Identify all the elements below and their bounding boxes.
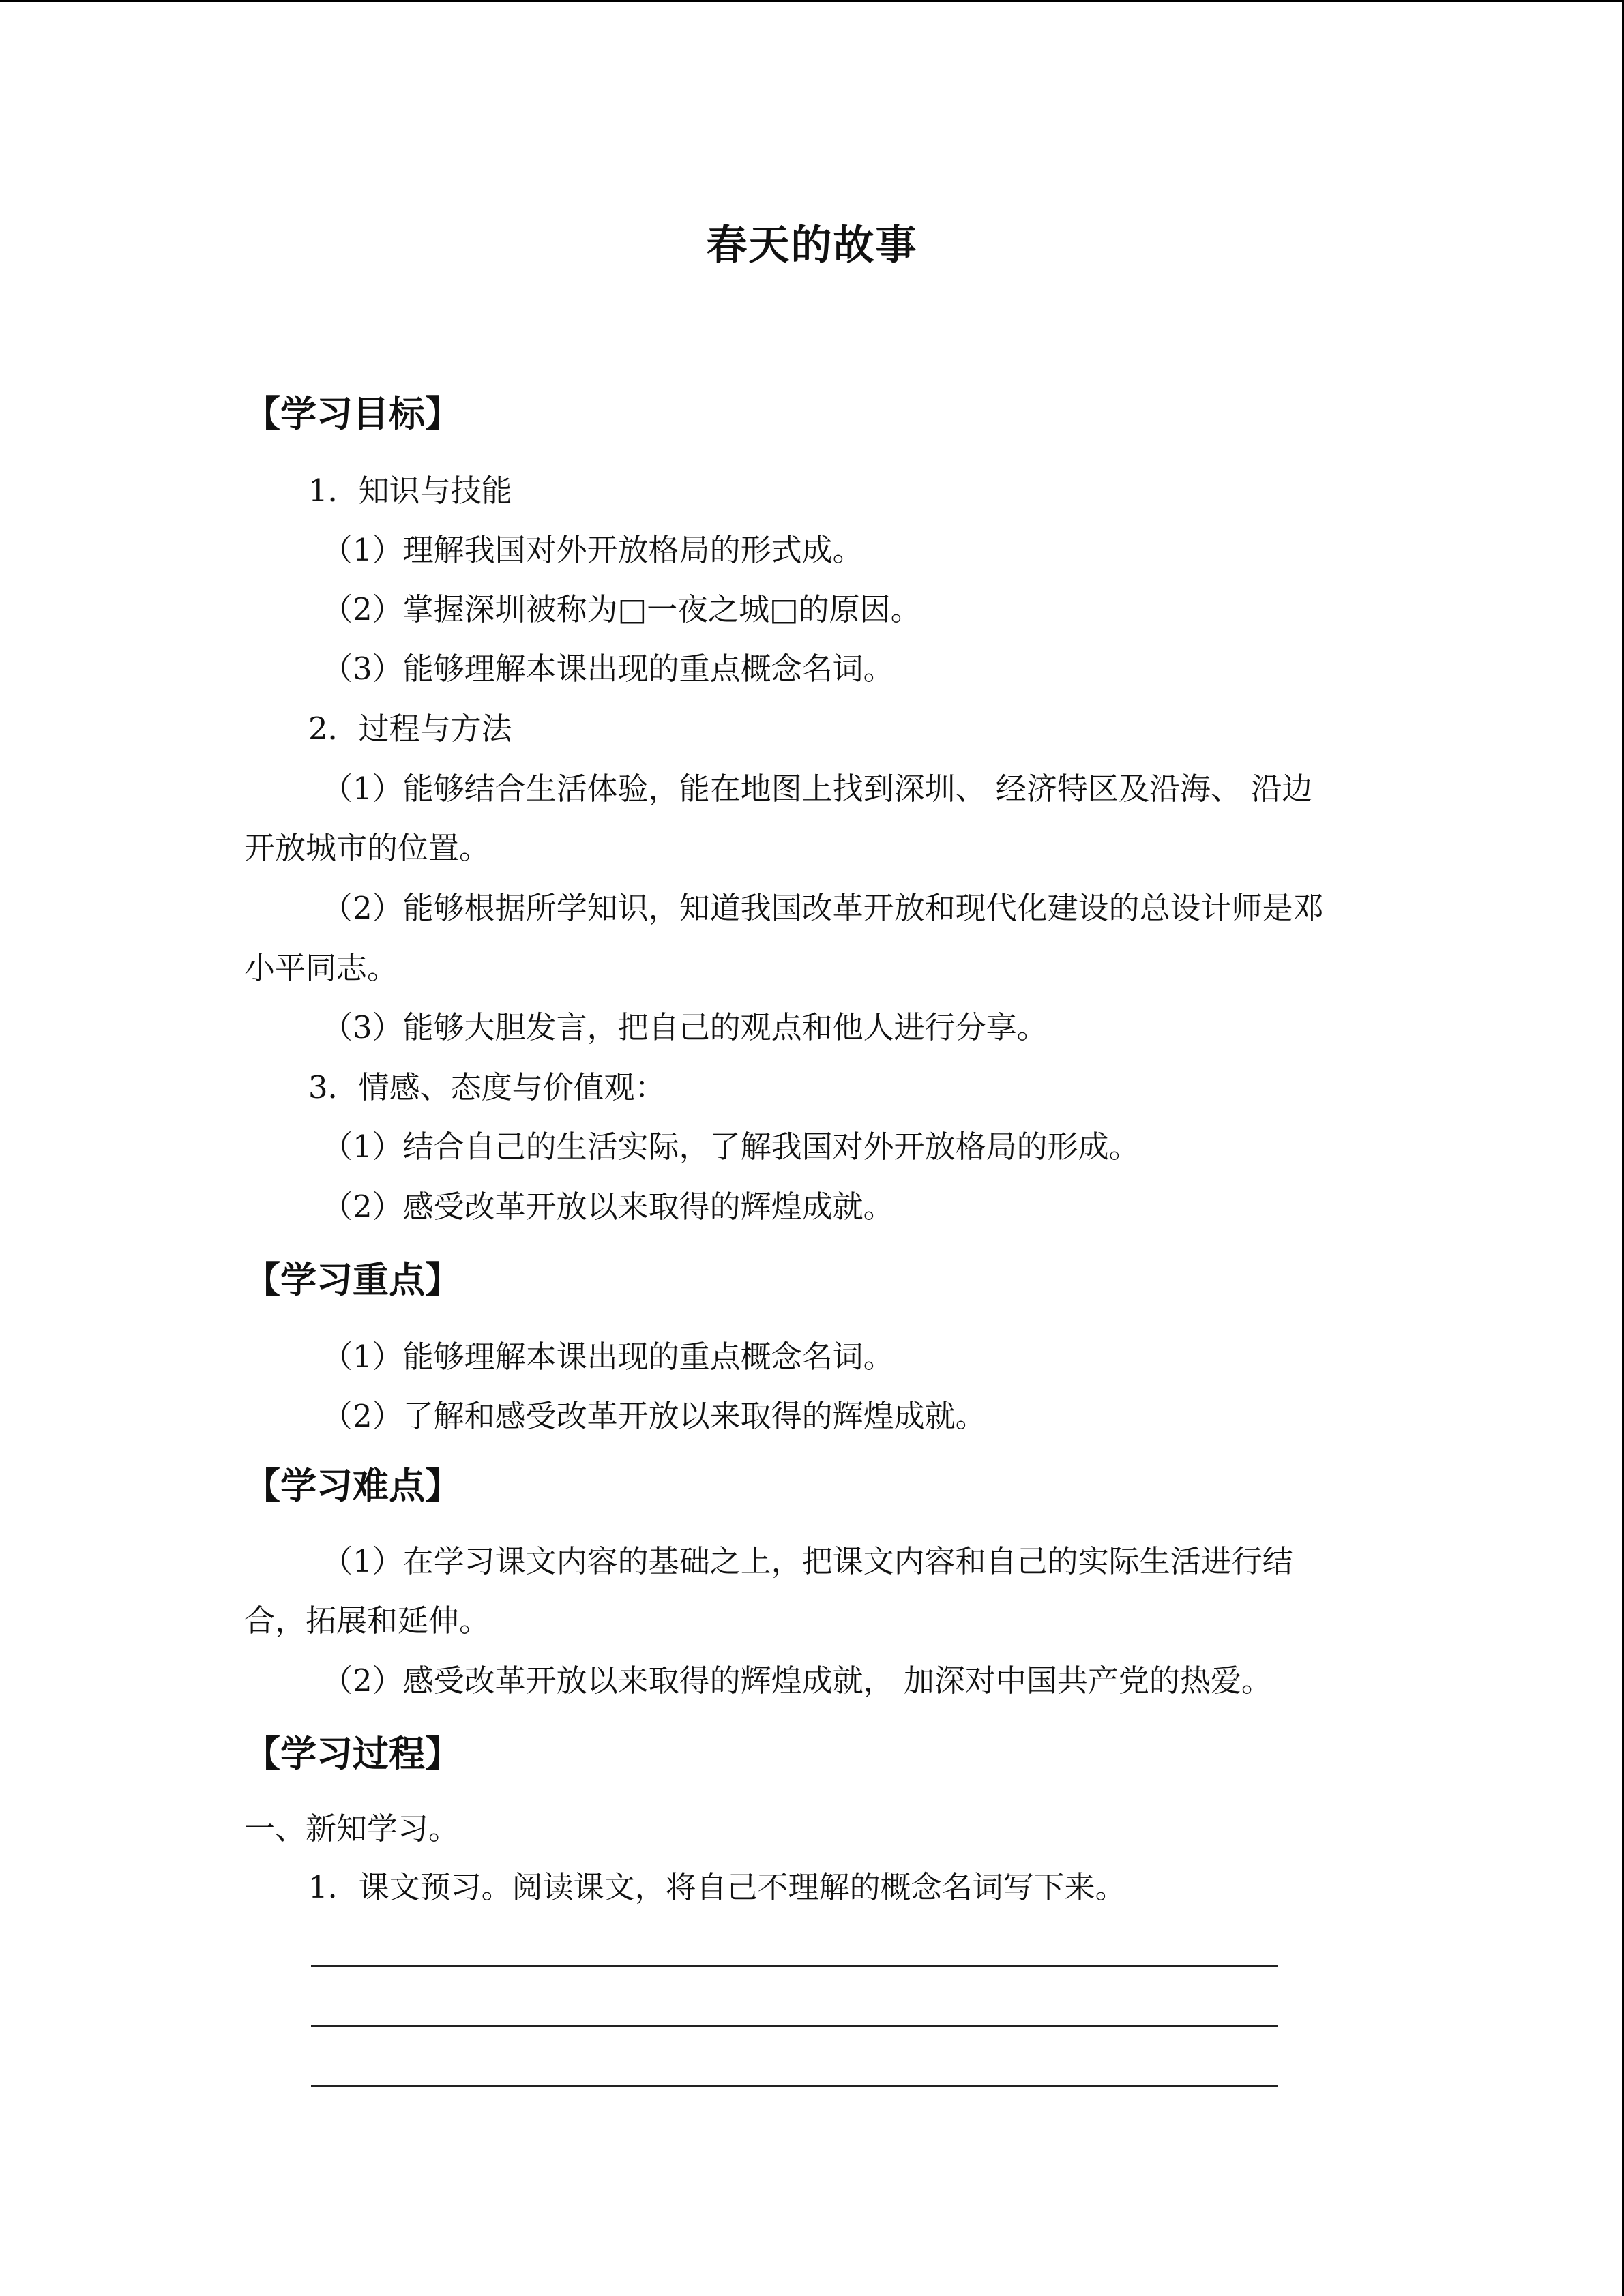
answer-blank-line-2[interactable] [311,2025,1278,2027]
goal-process-item-1-line-1: （1）能够结合生活体验，能在地图上找到深圳、 经济特区及沿海、 沿边 [322,771,1313,807]
goal-emotion-item-1: （1）结合自己的生活实际，了解我国对外开放格局的形成。 [322,1129,1140,1165]
goal-process-item-3: （3）能够大胆发言，把自己的观点和他人进行分享。 [322,1009,1048,1045]
difficulty-item-2: （2）感受改革开放以来取得的辉煌成就， 加深对中国共产党的热爱。 [322,1663,1272,1699]
goal-emotion-values-title: 3．情感、态度与价值观： [308,1069,666,1105]
heading-difficulties: 【学习难点】 [244,1465,461,1507]
goal-process-item-2-line-2: 小平同志。 [244,950,398,986]
answer-blank-line-1[interactable] [311,1965,1278,1967]
heading-key-points: 【学习重点】 [244,1259,461,1301]
goal-process-item-1-line-2: 开放城市的位置。 [244,830,490,866]
key-point-item-2: （2）了解和感受改革开放以来取得的辉煌成就。 [322,1398,986,1434]
goal-knowledge-skills-title: 1．知识与技能 [308,473,512,509]
difficulty-item-1-line-2: 合，拓展和延伸。 [244,1602,490,1639]
answer-blank-line-3[interactable] [311,2085,1278,2087]
key-point-item-1: （1）能够理解本课出现的重点概念名词。 [322,1339,894,1375]
difficulty-item-1-line-1: （1）在学习课文内容的基础之上，把课文内容和自己的实际生活进行结 [322,1543,1293,1579]
goal-emotion-item-2: （2）感受改革开放以来取得的辉煌成就。 [322,1189,894,1225]
heading-learning-goals: 【学习目标】 [244,393,461,435]
goal-process-method-title: 2．过程与方法 [308,711,512,747]
goal-knowledge-item-1: （1）理解我国对外开放格局的形式成。 [322,532,863,568]
process-part-1: 一、新知学习。 [244,1810,460,1847]
heading-learning-process: 【学习过程】 [244,1733,461,1775]
goal-knowledge-item-2: （2）掌握深圳被称为□一夜之城□的原因。 [322,591,921,627]
process-task-1: 1．课文预习。阅读课文，将自己不理解的概念名词写下来。 [308,1869,1126,1905]
goal-knowledge-item-3: （3）能够理解本课出现的重点概念名词。 [322,651,894,687]
page-title: 春天的故事 [706,222,918,269]
top-border [0,0,1624,2]
goal-process-item-2-line-1: （2）能够根据所学知识，知道我国改革开放和现代化建设的总设计师是邓 [322,890,1324,926]
